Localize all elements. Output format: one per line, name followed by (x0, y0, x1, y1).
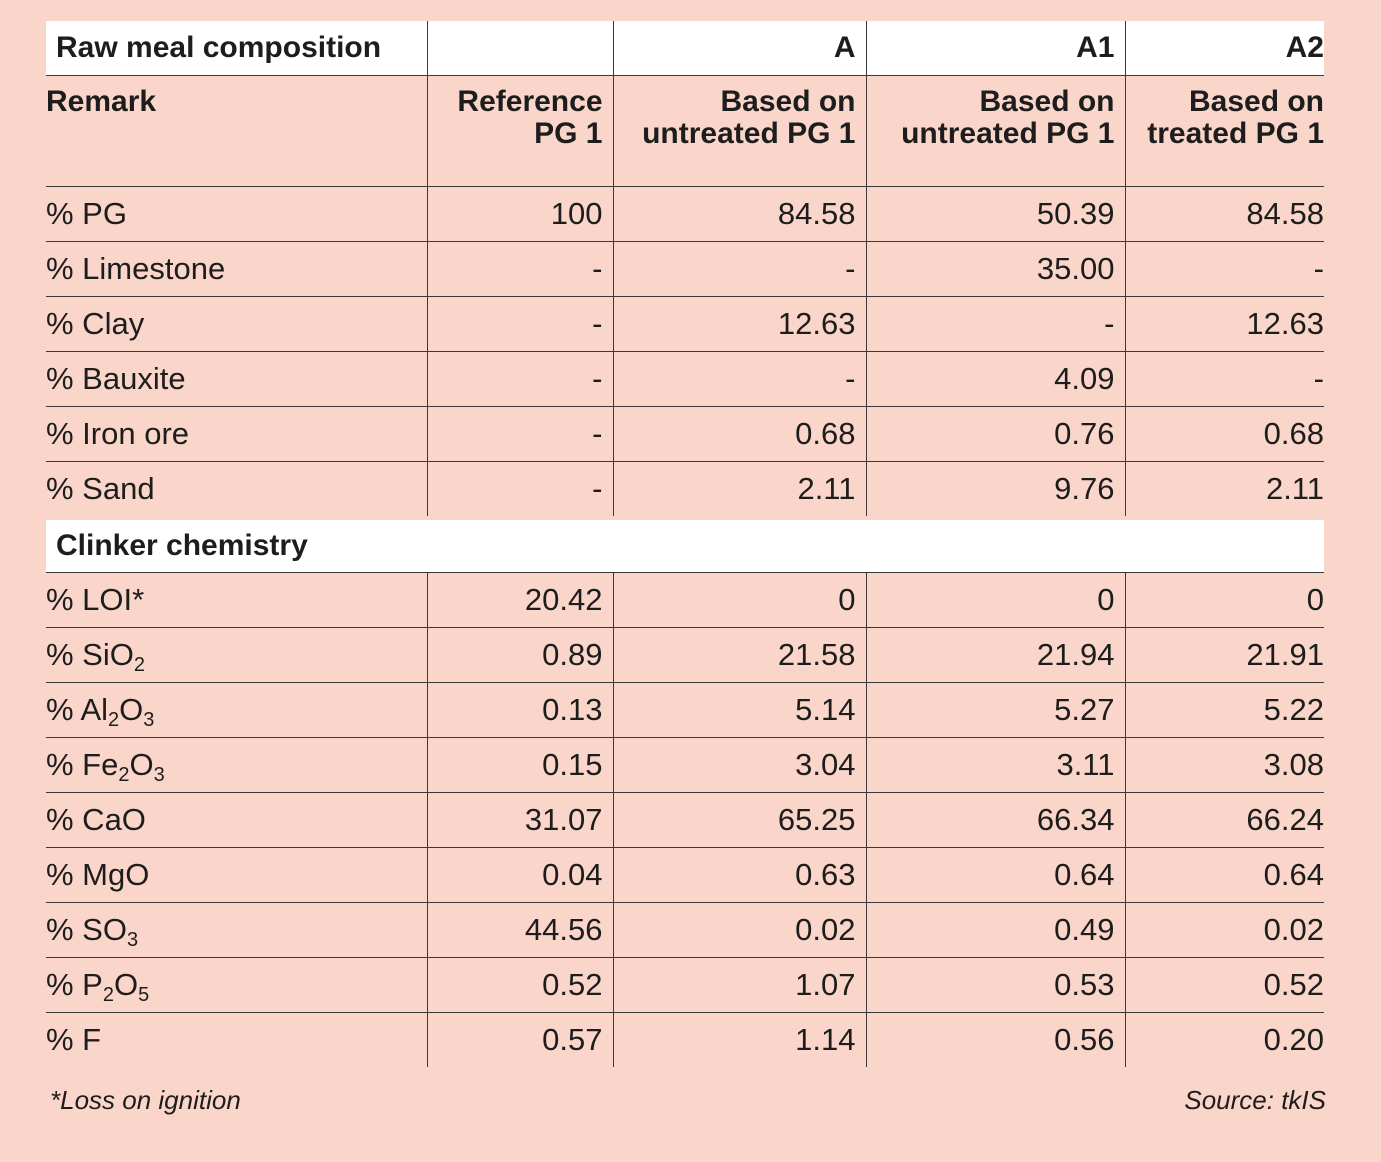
row-label: % SiO$_2$ (46, 628, 427, 683)
cell-a2: 2.11 (1125, 462, 1324, 519)
table-row (46, 628, 1324, 683)
header-col-a2: A2 (1125, 21, 1324, 76)
remark-ref: Reference PG 1 (427, 76, 613, 187)
table-row (46, 407, 1324, 462)
table-row (46, 352, 1324, 407)
row-label: % CaO (46, 793, 427, 848)
cell-a2: 0.64 (1125, 848, 1324, 903)
cell-a1: 35.00 (866, 242, 1125, 297)
cell-a: 1.07 (613, 958, 866, 1013)
remark-a2: Based on treated PG 1 (1125, 76, 1324, 187)
cell-a2: 0.02 (1125, 903, 1324, 958)
cell-a: 5.14 (613, 683, 866, 738)
row-label: % LOI* (46, 573, 427, 628)
cell-a2: 21.91 (1125, 628, 1324, 683)
cell-a1: - (866, 297, 1125, 352)
cell-a1: 0.76 (866, 407, 1125, 462)
cell-ref: - (427, 242, 613, 297)
row-label: % Iron ore (46, 407, 427, 462)
cell-a2: 5.22 (1125, 683, 1324, 738)
source-credit: Source: tkIS (1184, 1085, 1326, 1115)
cell-ref: 31.07 (427, 793, 613, 848)
remark-row (46, 76, 1324, 187)
cell-a: 0.68 (613, 407, 866, 462)
table-row (46, 793, 1324, 848)
row-label: % PG (46, 187, 427, 242)
row-label: % MgO (46, 848, 427, 903)
table-row (46, 958, 1324, 1013)
cell-ref: 20.42 (427, 573, 613, 628)
cell-ref: 100 (427, 187, 613, 242)
cell-a2: - (1125, 242, 1324, 297)
cell-a: 21.58 (613, 628, 866, 683)
row-label: % $Al_2O_3$ (46, 683, 427, 738)
row-label: % Bauxite (46, 352, 427, 407)
cell-ref: 0.04 (427, 848, 613, 903)
remark-label: Remark (46, 76, 427, 187)
header-col-a1: A1 (866, 21, 1125, 76)
cell-a1: 66.34 (866, 793, 1125, 848)
cell-a1: 9.76 (866, 462, 1125, 519)
row-label: % $P_2O_5$ (46, 958, 427, 1013)
cell-a2: 84.58 (1125, 187, 1324, 242)
table-row (46, 573, 1324, 628)
table-row (46, 297, 1324, 352)
cell-a2: 66.24 (1125, 793, 1324, 848)
cell-ref: - (427, 297, 613, 352)
table-row (46, 187, 1324, 242)
row-label: % Clay (46, 297, 427, 352)
cell-a1: 0 (866, 573, 1125, 628)
cell-a: 12.63 (613, 297, 866, 352)
cell-ref: 0.13 (427, 683, 613, 738)
cell-a2: 0.68 (1125, 407, 1324, 462)
cell-a1: 3.11 (866, 738, 1125, 793)
cell-ref: 0.52 (427, 958, 613, 1013)
cell-a: 1.14 (613, 1013, 866, 1068)
cell-a2: - (1125, 352, 1324, 407)
section-title: Clinker chemistry (46, 518, 1324, 573)
cell-a1: 0.64 (866, 848, 1125, 903)
cell-ref: - (427, 407, 613, 462)
row-label: % F (46, 1022, 102, 1057)
cell-a2: 0 (1125, 573, 1324, 628)
table-row (46, 242, 1324, 297)
cell-ref: 44.56 (427, 903, 613, 958)
cell-a: 0.63 (613, 848, 866, 903)
row-label: % $Fe_2O_3$ (46, 738, 427, 793)
cell-a2: 12.63 (1125, 297, 1324, 352)
cell-a: 2.11 (613, 462, 866, 519)
cell-ref: - (427, 352, 613, 407)
remark-a: Based on untreated PG 1 (613, 76, 866, 187)
cell-a2: 0.52 (1125, 958, 1324, 1013)
table-row (46, 1013, 1324, 1068)
cell-ref: 0.89 (427, 628, 613, 683)
header-col-a: A (613, 21, 866, 76)
table-row (46, 462, 1324, 519)
cell-a1: 50.39 (866, 187, 1125, 242)
cell-a: 65.25 (613, 793, 866, 848)
section-row (46, 518, 1324, 573)
row-label: % $SO_3$ (46, 903, 427, 958)
cell-ref: 0.15 (427, 738, 613, 793)
cell-ref: - (427, 462, 613, 519)
cell-ref: 0.57 (427, 1013, 613, 1068)
cell-a: 0.02 (613, 903, 866, 958)
cell-a: 3.04 (613, 738, 866, 793)
cell-a: - (613, 352, 866, 407)
remark-a1: Based on untreated PG 1 (866, 76, 1125, 187)
cell-a: 84.58 (613, 187, 866, 242)
table-row (46, 683, 1324, 738)
table-row (46, 848, 1324, 903)
table-title-row (46, 21, 1324, 76)
cell-a2: 3.08 (1125, 738, 1324, 793)
row-label: % Limestone (46, 242, 427, 297)
cell-a: 0 (613, 573, 866, 628)
table-title: Raw meal composition (46, 21, 427, 76)
cell-a1: 5.27 (866, 683, 1125, 738)
cell-a: - (613, 242, 866, 297)
footnote: *Loss on ignition (50, 1085, 241, 1115)
composition-table (46, 21, 1324, 1067)
table-row (46, 903, 1324, 958)
cell-a2: 0.20 (1125, 1013, 1324, 1068)
cell-a1: 4.09 (866, 352, 1125, 407)
cell-a1: 0.49 (866, 903, 1125, 958)
cell-a1: 0.56 (866, 1013, 1125, 1068)
row-label: % Sand (46, 471, 155, 506)
table-row (46, 738, 1324, 793)
header-blank-cell (427, 21, 613, 76)
cell-a1: 0.53 (866, 958, 1125, 1013)
cell-a1: 21.94 (866, 628, 1125, 683)
